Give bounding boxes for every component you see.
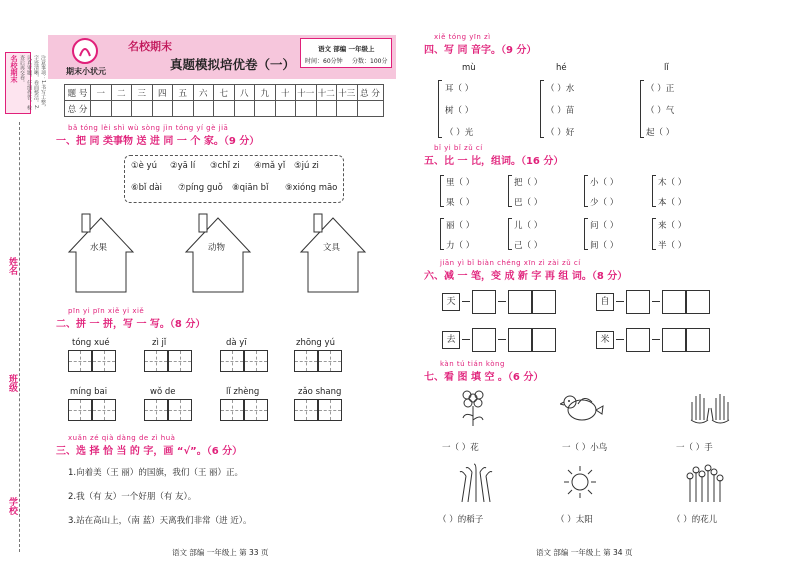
strip-note: 注意事项：1.书写工整，字迹清晰，卷面整洁。2.认真审题，仔细作答，检查后再交卷。 <box>19 55 46 110</box>
bird-icon <box>560 390 604 426</box>
write-grid[interactable] <box>68 350 92 372</box>
q7-blank[interactable]: 一（ ）手 <box>676 443 713 453</box>
score-input[interactable] <box>132 101 153 117</box>
q6-title: 六、减 一 笔，变 成 新 字 再 组 词。（8 分） <box>424 271 628 282</box>
q5-brace <box>584 175 588 207</box>
score-input[interactable] <box>152 101 173 117</box>
house-label-stationery: 文具 <box>323 243 341 253</box>
write-grid[interactable] <box>318 399 342 421</box>
write-grid[interactable] <box>144 350 168 372</box>
q6-char: 天 <box>442 293 460 311</box>
q6-grid[interactable] <box>508 328 532 352</box>
q5-brace <box>440 175 444 207</box>
write-grid[interactable] <box>244 350 268 372</box>
q2-pinyin-item: tóng xué <box>72 338 110 348</box>
brand-logo <box>72 38 98 64</box>
write-grid[interactable] <box>220 399 244 421</box>
right-footer: 语文 部编 一年级上 第 34 页 <box>536 548 633 557</box>
q7-blank[interactable]: （ ）的花儿 <box>672 515 718 525</box>
score-input[interactable] <box>275 101 296 117</box>
write-grid[interactable] <box>92 350 116 372</box>
score-input[interactable] <box>111 101 132 117</box>
brand-title: 名校期末 <box>128 40 172 53</box>
q4-brace <box>640 80 644 138</box>
write-grid[interactable] <box>318 350 342 372</box>
q2-pinyin-item: zì jǐ <box>152 338 167 348</box>
name-label: 姓名 <box>7 257 17 275</box>
arrow-icon <box>616 339 624 340</box>
q2-pinyin-item: zǎo shang <box>298 387 342 397</box>
q6-grid[interactable] <box>686 328 710 352</box>
q4-title: 四、写 同 音字。（9 分） <box>424 45 537 56</box>
q5-brace <box>508 218 512 250</box>
q5-blank[interactable]: 半（ ） <box>658 241 687 251</box>
q2-title: 二、拼 一 拼，写 一 写。（8 分） <box>56 319 206 330</box>
q6-char: 米 <box>596 331 614 349</box>
arrow-icon <box>462 339 470 340</box>
q5-blank[interactable]: 儿（ ） <box>514 221 543 231</box>
binding-line <box>19 122 20 552</box>
q5-blank[interactable]: 小（ ） <box>590 178 619 188</box>
house-label-animal: 动物 <box>208 243 226 253</box>
q5-pinyin: bǐ yi bǐ zǔ cí <box>434 144 483 152</box>
q1-title: 一、把 同 类事物 送 进 同 一 个 家。（9 分） <box>56 136 260 147</box>
q4-head: mù <box>462 63 476 73</box>
score-input[interactable] <box>316 101 337 117</box>
q1-word: ⑦píng guǒ <box>178 183 223 193</box>
q1-word: ③chǐ zi <box>210 161 240 171</box>
q6-grid[interactable] <box>472 328 496 352</box>
score-input[interactable] <box>337 101 358 117</box>
q4-blank[interactable]: 起（ ） <box>646 128 675 138</box>
q4-blank[interactable]: 耳（ ） <box>445 84 474 94</box>
q1-word: ⑧qiān bǐ <box>232 183 269 193</box>
q2-pinyin-item: míng bai <box>70 387 108 397</box>
q6-pinyin: jiān yì bǐ biàn chéng xīn zì zài zǔ cí <box>440 259 581 267</box>
q7-pinyin: kàn tú tián kòng <box>440 360 505 368</box>
q6-grid[interactable] <box>686 290 710 314</box>
q7-blank[interactable]: 一（ ）小鸟 <box>562 443 608 453</box>
q6-line <box>652 339 660 340</box>
score-cell: 九 <box>255 85 276 101</box>
q3-title: 三、选 择 恰 当 的 字，画 “√”。（6 分） <box>56 446 243 457</box>
q4-blank[interactable]: （ ）正 <box>646 84 675 94</box>
score-cell: 八 <box>234 85 255 101</box>
q5-blank[interactable]: 间（ ） <box>590 241 619 251</box>
left-footer: 语文 部编 一年级上 第 33 页 <box>172 548 269 557</box>
q4-blank[interactable]: （ ）苗 <box>546 106 575 116</box>
score-input[interactable] <box>193 101 214 117</box>
q6-char: 去 <box>442 331 460 349</box>
q6-grid[interactable] <box>626 290 650 314</box>
q4-blank[interactable]: （ ）光 <box>445 128 474 138</box>
write-grid[interactable] <box>220 350 244 372</box>
q2-pinyin: pīn yi pīn xiě yi xiě <box>68 307 145 315</box>
q1-pinyin: bǎ tóng lèi shì wù sòng jìn tóng yí gè jiā <box>68 124 229 132</box>
q2-pinyin-item: zhōng yú <box>296 338 335 348</box>
score-input[interactable] <box>357 101 383 117</box>
score-cell: 十一 <box>296 85 317 101</box>
write-grid[interactable] <box>144 399 168 421</box>
q5-blank[interactable]: 己（ ） <box>514 241 543 251</box>
score-input[interactable] <box>234 101 255 117</box>
q6-grid[interactable] <box>472 290 496 314</box>
write-grid[interactable] <box>168 399 192 421</box>
hands-icon <box>688 390 732 426</box>
score-input[interactable] <box>296 101 317 117</box>
write-grid[interactable] <box>294 399 318 421</box>
score-input[interactable] <box>91 101 112 117</box>
q6-grid[interactable] <box>662 290 686 314</box>
q5-blank[interactable]: 丽（ ） <box>446 221 475 231</box>
write-grid[interactable] <box>244 399 268 421</box>
q5-blank[interactable]: 果（ ） <box>446 198 475 208</box>
score-cell: 五 <box>173 85 194 101</box>
meta-score: 分数：100分 <box>352 58 388 65</box>
q5-blank[interactable]: 里（ ） <box>446 178 475 188</box>
house-animal <box>183 212 253 296</box>
q5-title: 五、比 一 比，组词。（16 分） <box>424 156 564 167</box>
q5-blank[interactable]: 来（ ） <box>658 221 687 231</box>
q6-line <box>652 301 660 302</box>
q6-line <box>498 339 506 340</box>
q1-word: ②yā lí <box>170 161 196 171</box>
q6-grid[interactable] <box>508 290 532 314</box>
score-cell: 总 分 <box>357 85 383 101</box>
q2-pinyin-item: lǐ zhèng <box>226 387 260 397</box>
exam-title: 真题模拟培优卷（一） <box>170 57 296 72</box>
q6-line <box>498 301 506 302</box>
arrow-icon <box>462 301 470 302</box>
arrow-icon <box>616 301 624 302</box>
q4-blank[interactable]: （ ）好 <box>546 128 575 138</box>
q6-grid[interactable] <box>532 328 556 352</box>
q6-grid[interactable] <box>532 290 556 314</box>
class-label: 班级 <box>7 374 17 392</box>
q4-pinyin: xiě tóng yīn zì <box>434 33 491 41</box>
q3-sentence-1: 1.向着美（王 丽）的国旗，我们（王 丽）正。 <box>68 468 244 478</box>
score-cell: 十二 <box>316 85 337 101</box>
score-value-row <box>65 101 384 117</box>
q3-sentence-2: 2.我（有 友）一个好朋（有 友）。 <box>68 492 197 502</box>
q1-word: ⑥bǐ dài <box>131 183 163 193</box>
q6-grid[interactable] <box>662 328 686 352</box>
score-cell: 二 <box>111 85 132 101</box>
q5-blank[interactable]: 木（ ） <box>658 178 687 188</box>
q1-word: ⑨xióng māo <box>285 183 338 193</box>
flowers-icon <box>684 462 724 502</box>
score-header-row <box>65 85 384 101</box>
binding-strip <box>7 52 46 552</box>
strip-brand: 名校期末 <box>10 55 18 83</box>
q5-blank[interactable]: 巴（ ） <box>514 198 543 208</box>
q1-word: ⑤jú zi <box>294 161 319 171</box>
q4-head: hé <box>556 63 567 73</box>
q5-blank[interactable]: 力（ ） <box>446 241 475 251</box>
q4-blank[interactable]: （ ）气 <box>646 106 675 116</box>
q3-sentence-3: 3.站在高山上，（南 蓝）天离我们非常（进 近）。 <box>68 516 252 526</box>
q2-pinyin-item: wǒ de <box>150 387 176 397</box>
q2-pinyin-item: dà yī <box>226 338 247 348</box>
q6-char: 自 <box>596 293 614 311</box>
meta-subject: 语文 部编 一年级上 <box>318 45 375 53</box>
logo-icon <box>74 40 96 62</box>
write-grid[interactable] <box>294 350 318 372</box>
score-cell: 三 <box>132 85 153 101</box>
q4-blank[interactable]: 树（ ） <box>445 106 474 116</box>
q7-blank[interactable]: （ ）的稻子 <box>438 515 484 525</box>
write-grid[interactable] <box>168 350 192 372</box>
q7-blank[interactable]: 一（ ）花 <box>442 443 479 453</box>
rice-icon <box>456 462 496 502</box>
q1-word: ①è yú <box>131 161 157 171</box>
score-cell: 十 <box>275 85 296 101</box>
meta-time: 时间：60分钟 <box>305 58 343 65</box>
brand-sub: 期末小状元 <box>66 67 106 76</box>
q5-brace <box>508 175 512 207</box>
score-cell: 总 分 <box>65 101 91 117</box>
score-cell: 六 <box>193 85 214 101</box>
score-input[interactable] <box>255 101 276 117</box>
score-input[interactable] <box>214 101 235 117</box>
score-input[interactable] <box>173 101 194 117</box>
flower-icon <box>455 388 491 428</box>
sun-icon <box>562 464 598 500</box>
q7-blank[interactable]: （ ）太阳 <box>556 515 593 525</box>
write-grid[interactable] <box>92 399 116 421</box>
score-table <box>64 84 384 117</box>
q7-title: 七、看 图 填 空 。（6 分） <box>424 372 544 383</box>
q5-brace <box>440 218 444 250</box>
q5-blank[interactable]: 本（ ） <box>658 198 687 208</box>
q5-blank[interactable]: 把（ ） <box>514 178 543 188</box>
score-cell: 题 号 <box>65 85 91 101</box>
q5-brace <box>584 218 588 250</box>
q6-grid[interactable] <box>626 328 650 352</box>
q5-brace <box>652 175 656 207</box>
score-cell: 四 <box>152 85 173 101</box>
q4-blank[interactable]: （ ）水 <box>546 84 575 94</box>
q4-brace <box>438 80 442 138</box>
q5-brace <box>652 218 656 250</box>
house-stationery <box>298 212 368 296</box>
score-cell: 七 <box>214 85 235 101</box>
q5-blank[interactable]: 问（ ） <box>590 221 619 231</box>
write-grid[interactable] <box>68 399 92 421</box>
score-cell: 一 <box>91 85 112 101</box>
q5-blank[interactable]: 少（ ） <box>590 198 619 208</box>
school-label: 学校 <box>7 497 17 515</box>
q4-brace <box>540 80 544 138</box>
house-fruit <box>66 212 136 296</box>
q3-pinyin: xuǎn zé qià dàng de zì huà <box>68 434 176 442</box>
house-label-fruit: 水果 <box>90 243 108 253</box>
score-cell: 十三 <box>337 85 358 101</box>
q1-word: ④mǎ yǐ <box>254 161 286 171</box>
q4-head: lǐ <box>664 63 669 73</box>
